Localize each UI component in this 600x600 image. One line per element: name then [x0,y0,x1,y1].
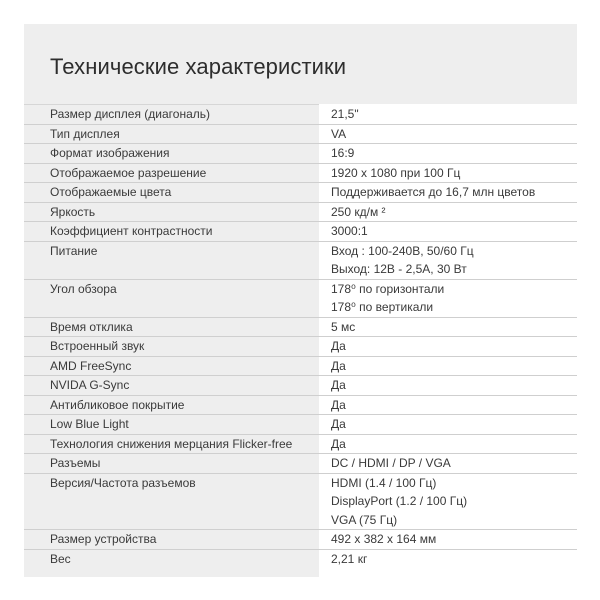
spec-label: Время отклика [50,319,133,334]
spec-value: Да [331,378,346,392]
spec-values [319,530,577,549]
spec-values [319,242,577,279]
spec-label: Коэффициент контрастности [50,224,213,238]
spec-value: Да [331,358,346,373]
table-row [24,396,577,416]
spec-value: Поддерживается до 16,7 млн цветов [331,185,536,199]
spec-label: Low Blue Light [50,417,129,431]
spec-value: 178⁰ по горизонтали [331,281,445,296]
spec-label: Технология снижения мерцания Flicker-free [50,436,293,451]
table-row [24,376,577,396]
spec-values [319,435,577,454]
spec-label: AMD FreeSync [50,358,132,373]
specifications-card [24,24,577,577]
spec-label: Угол обзора [50,281,117,296]
spec-values [319,376,577,395]
spec-label: Вес [50,551,71,566]
spec-value: Да [331,417,346,431]
spec-label: Встроенный звук [50,339,145,353]
spec-values [319,222,577,241]
spec-label: Версия/Частота разъемов [50,475,196,490]
spec-value: 16:9 [331,146,355,160]
table-row [24,280,577,318]
spec-value: Да [331,397,346,412]
table-row [24,357,577,377]
spec-values [319,337,577,356]
spec-label: NVIDA G-Sync [50,378,130,392]
spec-values [319,144,577,163]
table-row [24,183,577,203]
spec-value: Да [331,339,346,353]
spec-value: VA [331,126,347,141]
spec-label: Формат изображения [50,146,170,160]
spec-values [319,454,577,473]
spec-label: Размер устройства [50,532,157,546]
spec-value: Выход: 12В - 2,5А, 30 Вт [331,262,467,276]
spec-values [319,357,577,376]
spec-value: DisplayPort (1.2 / 100 Гц) [331,494,468,508]
spec-value: 2,21 кг [331,551,368,566]
table-row [24,203,577,223]
spec-value: 5 мс [331,319,356,334]
spec-values [319,183,577,202]
spec-values [319,125,577,144]
table-row [24,105,577,125]
spec-values [319,318,577,337]
spec-value: 250 кд/м ² [331,204,386,219]
spec-label: Отображаемые цвета [50,185,172,199]
spec-value: HDMI (1.4 / 100 Гц) [331,475,437,490]
page-title: Технические характеристики [50,54,347,79]
spec-label: Питание [50,243,98,258]
spec-label: Тип дисплея [50,126,120,141]
spec-value: 492 x 382 x 164 мм [331,532,437,546]
spec-value: Да [331,436,346,451]
spec-label: Отображаемое разрешение [50,165,207,180]
spec-values [319,415,577,434]
spec-value: VGA (75 Гц) [331,512,398,527]
table-row [24,435,577,455]
spec-value: 21,5" [331,107,359,121]
spec-value: 178⁰ по вертикали [331,300,434,314]
table-row [24,454,577,474]
spec-label: Антибликовое покрытие [50,397,185,412]
spec-values [319,105,577,124]
spec-label: Яркость [50,204,96,219]
table-row [24,530,577,550]
spec-values [319,203,577,222]
spec-values [319,164,577,183]
spec-value: 1920 x 1080 при 100 Гц [331,165,461,180]
table-row [24,474,577,531]
table-row [24,318,577,338]
table-row [24,164,577,184]
table-row [24,222,577,242]
spec-value: 3000:1 [331,224,368,238]
spec-values [319,550,577,569]
table-row [24,144,577,164]
table-row [24,337,577,357]
spec-label: Размер дисплея (диагональ) [50,107,211,121]
table-row [24,125,577,145]
spec-values [319,396,577,415]
table-row [24,415,577,435]
table-row [24,242,577,280]
spec-value: DC / HDMI / DP / VGA [331,456,451,470]
spec-value: Вход : 100-240В, 50/60 Гц [331,243,474,258]
spec-values [319,280,577,317]
spec-label: Разъемы [50,456,101,470]
spec-values [319,474,577,530]
specifications-table [24,105,577,568]
table-row [24,550,577,569]
